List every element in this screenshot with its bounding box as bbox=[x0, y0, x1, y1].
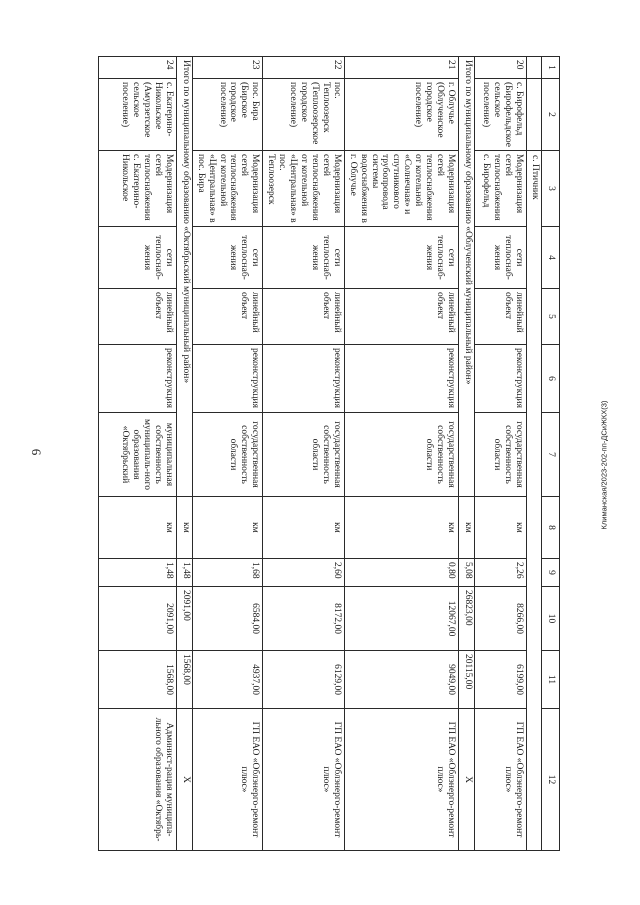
col-header: 7 bbox=[542, 413, 560, 497]
section-row bbox=[527, 57, 542, 851]
cell-work: реконструкция bbox=[263, 345, 344, 413]
cell bbox=[527, 57, 542, 79]
cell bbox=[527, 79, 542, 151]
cell-unit: км bbox=[192, 497, 263, 559]
cell-ownership: муниципальная собственность муниципаль-ного образования «Октябрьский bbox=[98, 413, 176, 497]
page-number: 6 bbox=[29, 448, 44, 456]
cell-cost: 8172,00 bbox=[263, 587, 344, 651]
col-header: 9 bbox=[542, 559, 560, 587]
cell-cost: 12067,00 bbox=[344, 587, 458, 651]
cell-cost: 8266,00 bbox=[475, 587, 527, 651]
col-header: 5 bbox=[542, 289, 560, 345]
cell-no: 21 bbox=[344, 57, 458, 79]
cell-length: 1,48 bbox=[176, 559, 192, 587]
table-row bbox=[98, 57, 176, 851]
col-header: 10 bbox=[542, 587, 560, 651]
cell-type: сети теплоснаб-жения bbox=[98, 227, 176, 289]
footer-doc-code: Климанская/2023-202-пп-ДСиЖКХ(3) bbox=[599, 400, 609, 530]
cell-no: 20 bbox=[475, 57, 527, 79]
cell-name: Модернизация сетей теплоснабжения с. Бирофельд bbox=[475, 151, 527, 227]
cell-object: линейный объект bbox=[192, 289, 263, 345]
cell-executor: ГП ЕАО «Облэнерго-ремонт плюс» bbox=[192, 709, 263, 851]
cell-cost: 6584,00 bbox=[192, 587, 263, 651]
cell-budget: 1568,00 bbox=[176, 651, 192, 709]
section-title: с. Птичник bbox=[527, 151, 542, 851]
rotated-table-container bbox=[80, 56, 560, 850]
cell-name: Модернизация сетей теплоснабжения с. Екатерино-Никольское bbox=[98, 151, 176, 227]
col-header: 1 bbox=[542, 57, 560, 79]
cell-cost: 2091,00 bbox=[176, 587, 192, 651]
table-row bbox=[475, 57, 527, 851]
cell-name: Модернизация сетей теплоснабжения от котельной «Солнечная» и спутникового трубопровода системы водоснабжения в г. Облучье bbox=[344, 151, 458, 227]
cell-unit: км bbox=[176, 497, 192, 559]
cell-ownership: государственная собственность области bbox=[475, 413, 527, 497]
cell-unit: км bbox=[475, 497, 527, 559]
col-header: 6 bbox=[542, 345, 560, 413]
cell-work: реконструкция bbox=[192, 345, 263, 413]
cell-executor: Х bbox=[176, 709, 192, 851]
table-row bbox=[263, 57, 344, 851]
cell-object: линейный объект bbox=[475, 289, 527, 345]
cell-type: сети теплоснаб-жения bbox=[192, 227, 263, 289]
cell-length: 2,60 bbox=[263, 559, 344, 587]
cell-unit: км bbox=[459, 497, 475, 559]
cell-length: 5,08 bbox=[459, 559, 475, 587]
cell-location: г. Облучье (Облученское городское поселение) bbox=[344, 79, 458, 151]
cell-object: линейный объект bbox=[98, 289, 176, 345]
cell-budget: 6129,00 bbox=[263, 651, 344, 709]
cell-unit: км bbox=[344, 497, 458, 559]
table-row bbox=[192, 57, 263, 851]
cell-location: пос. Теплоозерск (Теплоозерское городское поселение) bbox=[263, 79, 344, 151]
cell-length: 1,48 bbox=[98, 559, 176, 587]
cell-unit: км bbox=[263, 497, 344, 559]
cell-no: 24 bbox=[98, 57, 176, 79]
cell-ownership: государственная собственность области bbox=[263, 413, 344, 497]
cell-budget: 9049,00 bbox=[344, 651, 458, 709]
cell-executor: ГП ЕАО «Облэнерго-ремонт плюс» bbox=[475, 709, 527, 851]
total-row bbox=[459, 57, 475, 851]
total-row bbox=[176, 57, 192, 851]
cell-length: 1,68 bbox=[192, 559, 263, 587]
cell-location: с. Екатерино-Никольское (Амурзетское сельское поселение) bbox=[98, 79, 176, 151]
cell-object: линейный объект bbox=[263, 289, 344, 345]
cell-cost: 2091,00 bbox=[98, 587, 176, 651]
cell-unit: км bbox=[98, 497, 176, 559]
cell-ownership: государственная собственность области bbox=[192, 413, 263, 497]
total-label: Итого по муниципальному образованию «Октябрьский муниципальный район» bbox=[176, 57, 192, 497]
cell-cost: 26823,00 bbox=[459, 587, 475, 651]
cell-budget: 20115,00 bbox=[459, 651, 475, 709]
col-header: 11 bbox=[542, 651, 560, 709]
cell-executor: Х bbox=[459, 709, 475, 851]
cell-location: пос. Бира (Бирское городское поселение) bbox=[192, 79, 263, 151]
cell-budget: 1568,00 bbox=[98, 651, 176, 709]
total-label: Итого по муниципальному образованию «Облученский муниципальный район» bbox=[459, 57, 475, 497]
cell-name: Модернизация сетей теплоснабжения от котельной «Центральная» в пос. Бира bbox=[192, 151, 263, 227]
cell-length: 0,80 bbox=[344, 559, 458, 587]
col-header: 4 bbox=[542, 227, 560, 289]
cell-object: линейный объект bbox=[344, 289, 458, 345]
cell-ownership: государственная собственность области bbox=[344, 413, 458, 497]
cell-name: Модернизация сетей теплоснабжения от котельной «Центральная» в пос. Теплоозерск bbox=[263, 151, 344, 227]
cell-budget: 6199,00 bbox=[475, 651, 527, 709]
cell-type: сети теплоснаб-жения bbox=[475, 227, 527, 289]
cell-executor: Админист-рация муниципа-льного образования «Октябрь- bbox=[98, 709, 176, 851]
col-header: 2 bbox=[542, 79, 560, 151]
cell-executor: ГП ЕАО «Облэнерго-ремонт плюс» bbox=[344, 709, 458, 851]
table-row bbox=[344, 57, 458, 851]
cell-type: сети теплоснаб-жения bbox=[344, 227, 458, 289]
cell-type: сети теплоснаб-жения bbox=[263, 227, 344, 289]
cell-no: 23 bbox=[192, 57, 263, 79]
cell-no: 22 bbox=[263, 57, 344, 79]
col-header: 3 bbox=[542, 151, 560, 227]
cell-work: реконструкция bbox=[98, 345, 176, 413]
cell-length: 2,26 bbox=[475, 559, 527, 587]
col-header: 8 bbox=[542, 497, 560, 559]
cell-work: реконструкция bbox=[344, 345, 458, 413]
cell-budget: 4937,00 bbox=[192, 651, 263, 709]
pipeline-table bbox=[98, 56, 560, 851]
col-header: 12 bbox=[542, 709, 560, 851]
cell-location: с. Бирофельд (Бирофельдское сельское поселение) bbox=[475, 79, 527, 151]
header-row bbox=[542, 57, 560, 851]
cell-executor: ГП ЕАО «Облэнерго-ремонт плюс» bbox=[263, 709, 344, 851]
cell-work: реконструкция bbox=[475, 345, 527, 413]
